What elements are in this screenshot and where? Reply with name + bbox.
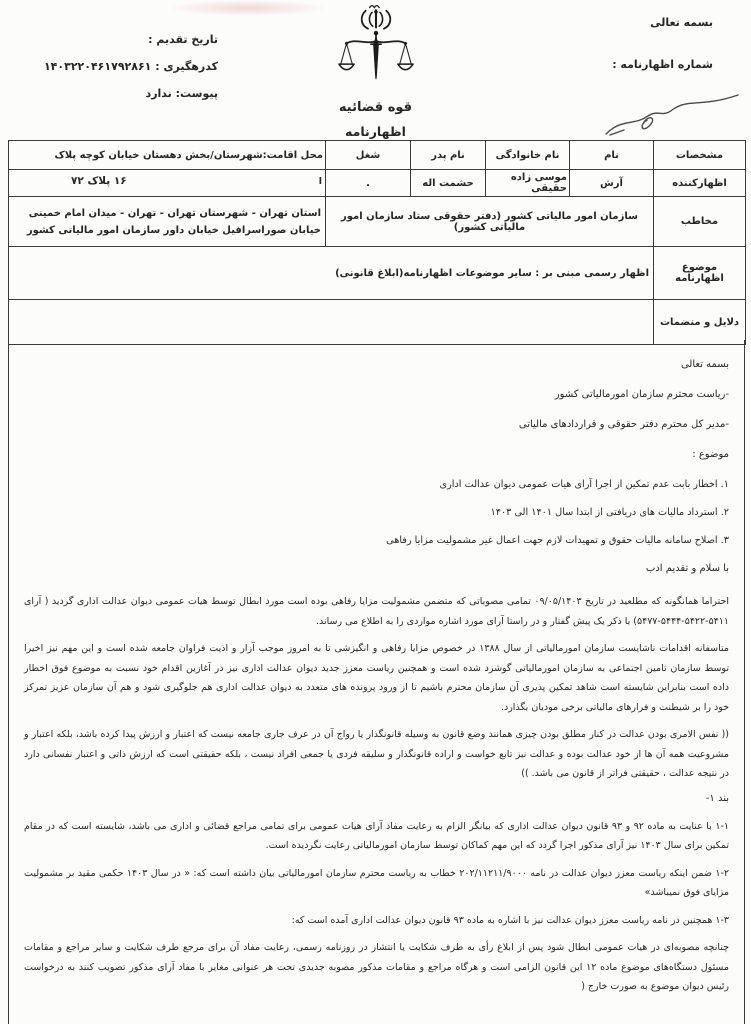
clause-1-3: ۱-۳ همچنین در نامه ریاست معزز دیوان عدالت نیز با اشاره به ماده ۹۳ قانون دیوان عدالت اداری آمده است که: — [291, 914, 729, 926]
section-label: بند ۱- — [705, 792, 729, 804]
paragraph-1: احتراما همانگونه که مطلعید در تاریخ ۰۹/۰۵/۱۴۰۳ تمامی مصوباتی که متضمن مشمولیت مزایا رفاهی بوده است مورد ابطال توسط هیات عمومی دیوان عدالت اداری گردید ( آرای ۵۴۱۱-۵۴۲۲-۵۴۴۴-۵۴۷۷) با ذکر یک پیش گفتار و در راستا آرای مورد اشاره مواردی را به اطلاع می رساند. — [24, 596, 729, 627]
letter-body — [8, 340, 745, 1024]
addressee-row-label: مخاطب — [654, 197, 746, 247]
subject-row-label: موضوع اظهارنامه — [654, 247, 746, 300]
subject-value: اظهار رسمی مبنی بر : سایر موضوعات اظهارنامه(ابلاغ قانونی) — [9, 247, 654, 300]
handwritten-scribble-icon — [596, 92, 742, 138]
tracking-code-value: ۱۴۰۳۲۲۰۴۶۱۷۹۲۸۶۱ — [43, 60, 152, 73]
clause-1-1: ۱-۱ با عنایت به ماده ۹۲ و ۹۳ قانون دیوان عدالت اداری که بیانگر الزام به رعایت مفاد آرای هیات عمومی برای تمامی مراجع قضائی و اداری می باشد، شایسته است که در مقام تمکین برای سال ۱۴۰۳ نیز آرای مذکور اجرا گردد که این مهم کماکان توسط سازمان امورمالیاتی رعایت نگردیده است. — [24, 820, 729, 851]
col-specs: مشخصات — [654, 141, 746, 170]
col-last-name: نام خانوادگی — [486, 141, 570, 170]
clause-1-2: ۱-۲ ضمن اینکه ریاست معزز دیوان عدالت در نامه ۲۰۲/۱۱۲۱۱/۹۰۰۰ خطاب به ریاست محترم سازمان امورمالیاتی بیان داشته است که: « در سال ۱۴۰۳ حکمی مقید بر مشمولیت مزایای فوق نمیباشد» — [24, 867, 730, 898]
declarant-row — [9, 170, 746, 197]
declarant-row-label: اظهارکننده — [654, 170, 746, 197]
declarant-last-name: موسی زاده حقیقی — [486, 170, 570, 197]
judiciary-title: قوه قضائیه — [338, 100, 413, 115]
declarant-address-cell — [9, 170, 326, 197]
tracking-code-label: کدرهگیری : — [155, 60, 218, 73]
salutation-1: -ریاست محترم سازمان امورمالیاتی کشور — [554, 389, 729, 400]
declarant-address: ۱۶ پلاک ۷۲ — [71, 175, 127, 187]
judiciary-emblem — [318, 2, 433, 139]
form-title: اظهارنامه — [345, 124, 406, 139]
body-bismillah: بسمه تعالی — [680, 359, 729, 370]
subject-item-2: ۲. استرداد مالیات های دریافتی از ابتدا سال ۱۴۰۱ الی ۱۴۰۳ — [490, 507, 729, 518]
evidence-row-label: دلایل و منضمات — [654, 300, 746, 345]
attachment-note: پیوست: ندارد — [145, 87, 218, 100]
paragraph-3-quote: (( نفس الامری بودن عدالت در کنار مطلق بودن چیزی همانند وضع قانون به وسیله قانونگذار یا رواج آن در عرف جاری جامعه نیست که اعتبار و ارزش پیدا کرده باشد، بلکه اعتبار و مشروعیت همه آن ها از خود عدالت بوده و عدالت نیز تابع خواست و اراده قانونگذار و سلیقه فردی یا جمعی افراد نیست ، بلکه حقیقتی است که ارزش ذاتی و اعتبار نفسانی دارد در نتیجه عدالت ، حقیقتی فراتر از قانون می باشد. )) — [24, 729, 729, 779]
evidence-row — [9, 300, 746, 345]
table-header-row — [9, 141, 746, 170]
declarant-address-fragment: ا — [318, 176, 322, 187]
tracking-code-line — [16, 60, 218, 73]
declarant-first-name: آرش — [570, 170, 654, 197]
addressee-row — [9, 197, 746, 247]
declarant-father-name: حشمت اله — [411, 170, 486, 197]
final-paragraph: چنانچه مصوبه‌ای در هیات عمومی ابطال شود پس از ابلاغ رأی به طرف شکایت یا انتشار در روزنامه رسمی، رعایت مفاد آن برای مرجع طرف شکایت و سایر مراجع و مقامات مسئول دستگاه‌های موضوع ماده ۱۲ این قانون الزامی است و هرگاه مراجع و مقامات مذکور مصوبه جدیدی تحت هر عنوانی مغایر با مفاد آرای مذکور تصویب کنند به درخواست رئیس دیوان موضوع به صورت خارج ( — [24, 942, 729, 992]
subject-item-3: ۳. اصلاح سامانه مالیات حقوق و تمهیدات لازم جهت اعمال غیر مشمولیت مزایا رفاهی — [386, 535, 729, 546]
scales-of-justice-icon — [336, 2, 416, 96]
paragraph-2: متاسفانه اقدامات ناشایست سازمان امورمالیاتی از سال ۱۳۸۸ در خصوص مزایا رفاهی و انگیزشی تا به امروز موجب آزار و اذیت فراوان جامعه شده است و این مهم نیز اخیرا توسط سازمان تامین اجتماعی به سازمان امورمالیاتی گوشزد شده است و همچنین ریاست معزز جدید دیوان عدالت اداری نیز در آغازین اقدام خود نسبت به موضوع فوق اخطار داده است بنابراین شایسته است شاهد تمکین پذیری آن سازمان محترم باشیم تا از ورود پرونده های متعدد به دیوان عدالت اداری هم جلوگیری شود و هم آن سازمان عزیز تمرکز خود را بر شیطنت و فرارهای مالیاتی برخی مودیان بگذارد. — [24, 643, 729, 713]
subject-row — [9, 247, 746, 300]
evidence-value — [9, 300, 654, 345]
identification-table — [8, 140, 746, 345]
header-meta-block — [16, 33, 218, 114]
subject-label: موضوع : — [692, 449, 729, 460]
col-job: شغل — [326, 141, 411, 170]
scan-smudge — [168, 0, 328, 16]
submit-date-label: تاریخ تقدیم : — [148, 33, 218, 46]
addressee-address: استان تهران - شهرستان تهران - تهران - میدان امام خمینی خیابان صوراسرافیل خیابان داور سازمان امور مالیاتی کشور — [9, 197, 326, 247]
salutation-2: -مدیر کل محترم دفتر حقوقی و قراردادهای مالیاتی — [518, 419, 729, 430]
declarant-job: . — [326, 170, 411, 197]
col-residence: محل اقامت:شهرستان/بخش دهستان خیابان کوچه پلاک — [9, 141, 326, 170]
col-first-name: نام — [570, 141, 654, 170]
addressee-name: سازمان امور مالیاتی کشور (دفتر حقوقی ستاد سازمان امور مالیاتی کشور) — [326, 197, 654, 247]
declaration-number-label: شماره اظهارنامه : — [612, 58, 713, 71]
col-father-name: نام پدر — [411, 141, 486, 170]
bismillah-text: بسمه تعالی — [650, 16, 713, 29]
subject-item-1: ۱. اخطار بابت عدم تمکین از اجرا آرای هیات عمومی دیوان عدالت اداری — [439, 479, 729, 490]
greeting-line: با سلام و تقدیم ادب — [645, 563, 729, 574]
